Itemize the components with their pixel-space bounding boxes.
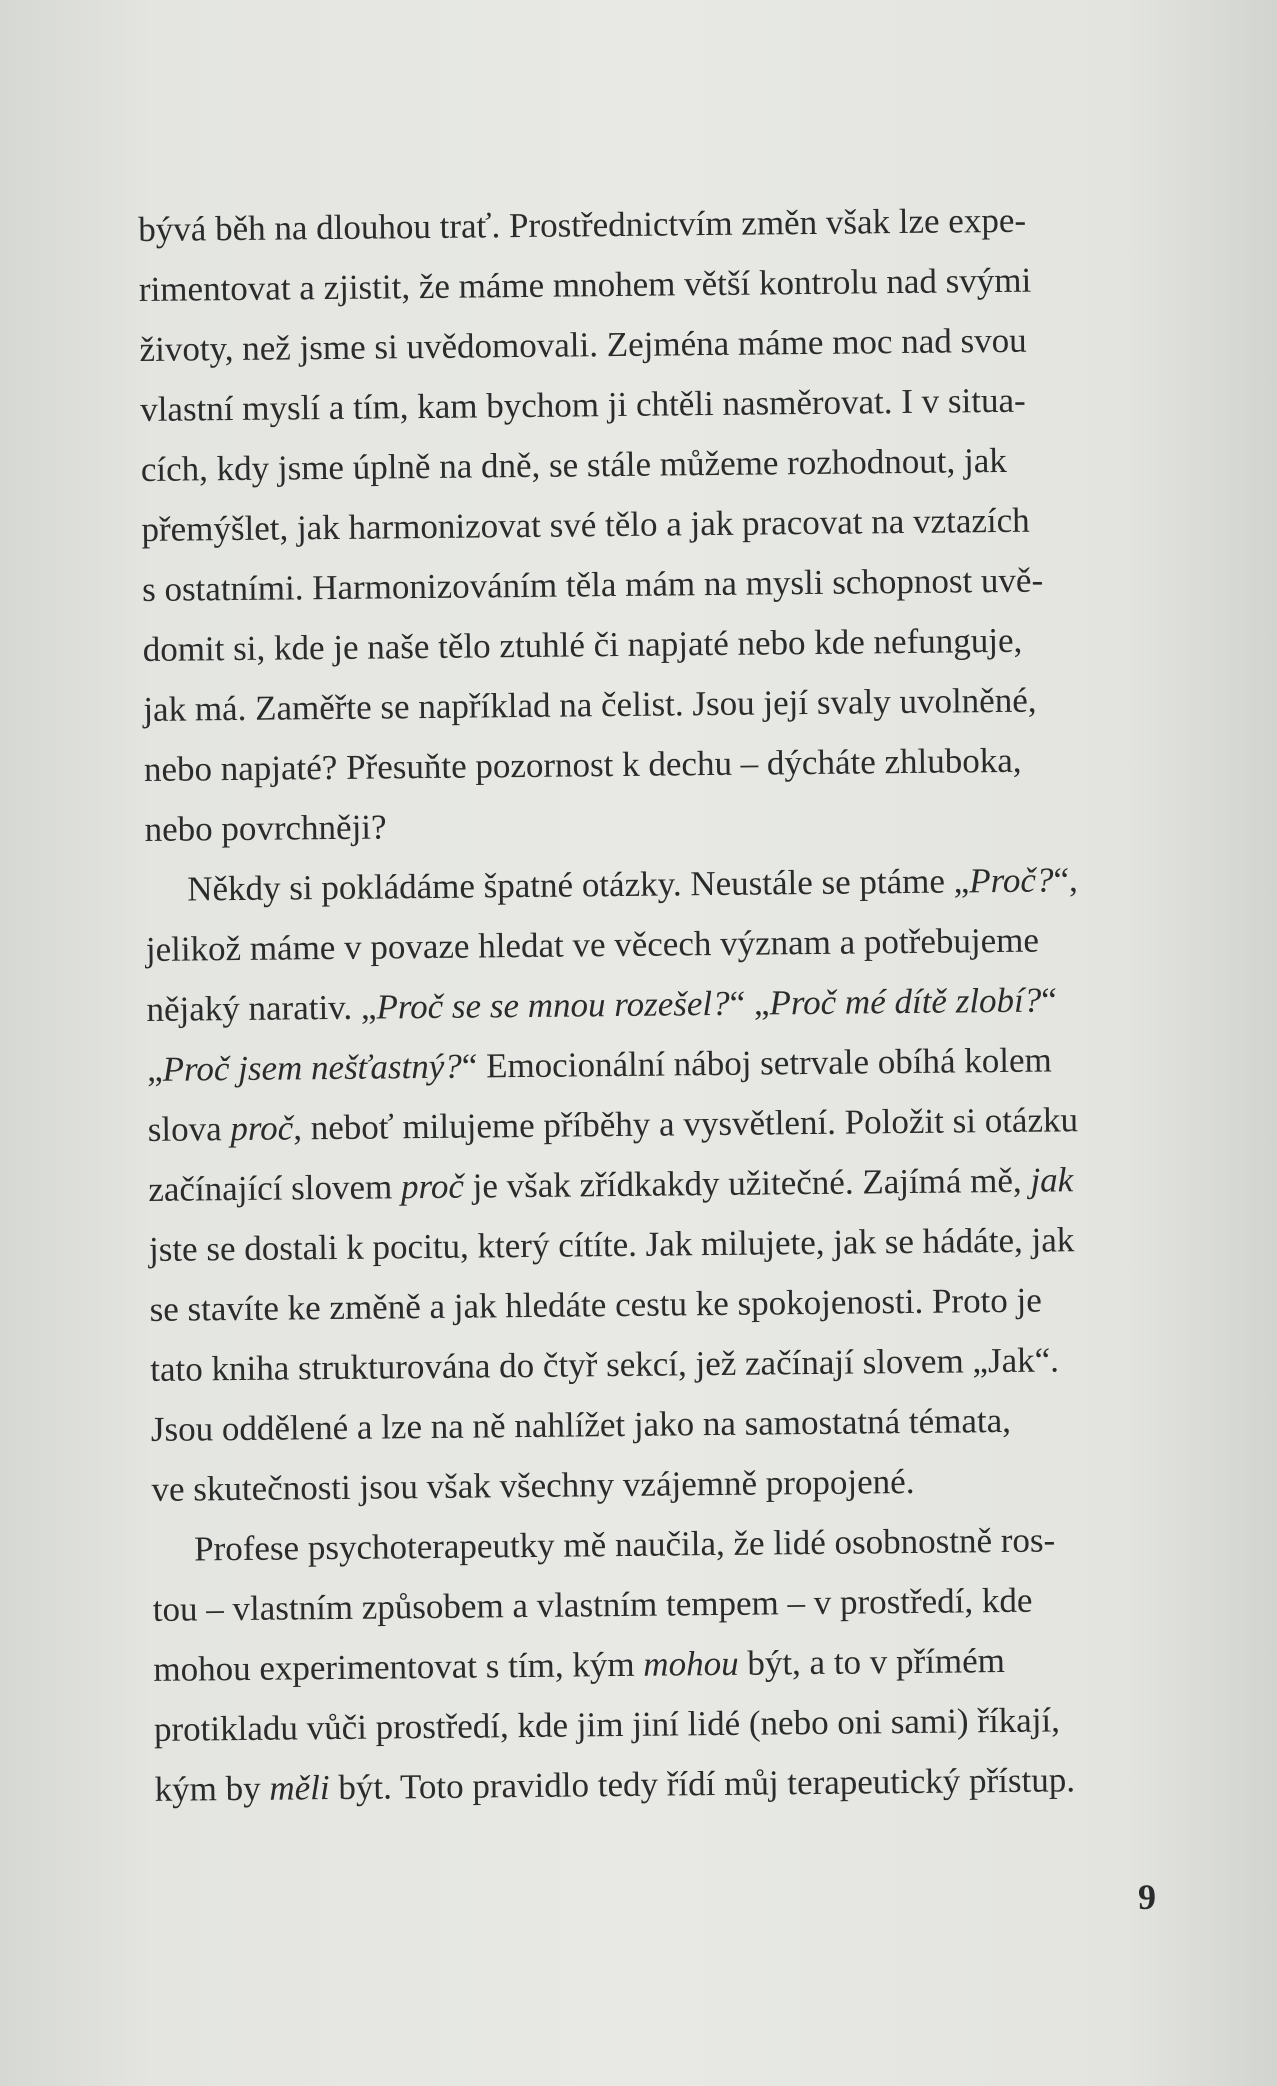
text-segment: přemýšlet, jak harmonizovat své tělo a jak pracovat na vztazích xyxy=(141,500,1030,549)
body-text xyxy=(138,189,1167,1820)
text-segment: bývá běh na dlouhou trať. Prostřednictvím změn však lze expe- xyxy=(138,200,1027,249)
text-segment: “ xyxy=(1041,980,1058,1020)
text-segment: nějaký narativ. „ xyxy=(146,987,377,1029)
italic-text: Proč jsem nešťastný? xyxy=(162,1046,463,1089)
text-segment: nebo napjaté? Přesuňte pozornost k dechu – dýcháte zhluboka, xyxy=(143,740,1022,789)
text-segment: životy, než jsme si uvědomovali. Zejména máme moc nad svou xyxy=(139,320,1027,369)
text-line xyxy=(148,1149,1161,1220)
text-line xyxy=(146,909,1159,980)
text-segment: „ xyxy=(146,1049,163,1089)
text-segment: jste se dostali k pocitu, který cítíte. Jak milujete, jak se hádáte, jak xyxy=(148,1220,1075,1269)
text-line xyxy=(151,1449,1164,1520)
paragraph xyxy=(152,1509,1167,1820)
text-segment: “, xyxy=(1053,860,1078,900)
italic-text: Proč se se mnou rozešel? xyxy=(376,983,730,1027)
text-line xyxy=(154,1749,1167,1820)
text-segment: nebo povrchněji? xyxy=(144,807,387,849)
italic-text: měli xyxy=(269,1768,330,1808)
text-line xyxy=(142,549,1155,620)
text-segment: slova xyxy=(147,1109,231,1149)
text-line xyxy=(149,1269,1162,1340)
text-segment: rimentovat a zjistit, že máme mnohem větší kontrolu nad svými xyxy=(138,260,1032,309)
text-segment: Profese psychoterapeutky mě naučila, že lidé osobnostně ros- xyxy=(193,1520,1056,1569)
text-line xyxy=(150,1329,1163,1400)
text-line xyxy=(139,309,1152,380)
text-segment: tou – vlastním způsobem a vlastním tempem – v prostředí, kde xyxy=(152,1580,1033,1629)
text-line xyxy=(139,249,1152,320)
text-segment: “ Emocionální náboj setrvale obíhá kolem xyxy=(461,1040,1052,1086)
text-segment: být, a to v přímém xyxy=(738,1641,1006,1683)
text-segment: mohou experimentovat s tím, kým xyxy=(153,1644,644,1689)
paragraph xyxy=(145,849,1164,1520)
text-segment: s ostatními. Harmonizováním těla mám na mysli schopnost uvě- xyxy=(141,560,1044,609)
italic-text: mohou xyxy=(643,1643,739,1684)
text-segment: cích, kdy jsme úplně na dně, se stále můžeme rozhodnout, jak xyxy=(140,440,1007,489)
text-segment: vlastní myslí a tím, kam bychom ji chtěli nasměrovat. I v situa- xyxy=(139,380,1026,429)
paragraph xyxy=(138,189,1157,860)
text-segment: jelikož máme v povaze hledat ve věcech význam a potřebujeme xyxy=(145,920,1040,969)
text-line xyxy=(145,849,1158,920)
text-segment: se stavíte ke změně a jak hledáte cestu ke spokojenosti. Proto je xyxy=(149,1280,1043,1329)
text-line xyxy=(143,669,1156,740)
text-line xyxy=(153,1629,1166,1700)
text-line xyxy=(142,609,1155,680)
text-line xyxy=(146,969,1159,1040)
text-segment: Jsou oddělené a lze na ně nahlížet jako na samostatná témata, xyxy=(150,1400,1012,1449)
text-line xyxy=(154,1689,1167,1760)
text-segment: jak má. Zaměřte se například na čelist. Jsou její svaly uvolněné, xyxy=(143,680,1037,729)
text-line xyxy=(152,1509,1165,1580)
text-line xyxy=(138,189,1151,260)
text-line xyxy=(152,1569,1165,1640)
text-segment: , neboť milujeme příběhy a vysvětlení. Položit si otázku xyxy=(293,1100,1079,1148)
italic-text: proč xyxy=(230,1108,294,1149)
text-segment: tato kniha strukturována do čtyř sekcí, jež začínají slovem „Jak“. xyxy=(150,1340,1060,1389)
text-line xyxy=(147,1029,1160,1100)
italic-text: jak xyxy=(1030,1160,1074,1200)
text-segment: domit si, kde je naše tělo ztuhlé či napjaté nebo kde nefunguje, xyxy=(142,620,1023,669)
text-line xyxy=(151,1389,1164,1460)
text-segment: protikladu vůči prostředí, kde jim jiní lidé (nebo oni sami) říkají, xyxy=(153,1700,1061,1749)
text-segment: je však zřídkakdy užitečné. Zajímá mě, xyxy=(463,1160,1031,1206)
italic-text: Proč? xyxy=(969,860,1054,901)
text-segment: kým by xyxy=(154,1768,270,1809)
text-line xyxy=(141,489,1154,560)
text-segment: být. Toto pravidlo tedy řídí můj terapeutický přístup. xyxy=(329,1760,1076,1808)
text-segment: ve skutečnosti jsou však všechny vzájemně propojené. xyxy=(151,1461,915,1509)
text-segment: “ „ xyxy=(729,983,770,1023)
text-line xyxy=(144,789,1157,860)
text-line xyxy=(141,429,1154,500)
italic-text: proč xyxy=(400,1166,465,1207)
page-number: 9 xyxy=(1138,1877,1156,1917)
text-segment: začínající slovem xyxy=(148,1167,402,1209)
text-line xyxy=(149,1209,1162,1280)
italic-text: Proč mé dítě zlobí? xyxy=(769,980,1042,1023)
text-line xyxy=(140,369,1153,440)
text-line xyxy=(144,729,1157,800)
text-line xyxy=(147,1089,1160,1160)
text-segment: Někdy si pokládáme špatné otázky. Neustále se ptáme „ xyxy=(187,861,970,909)
